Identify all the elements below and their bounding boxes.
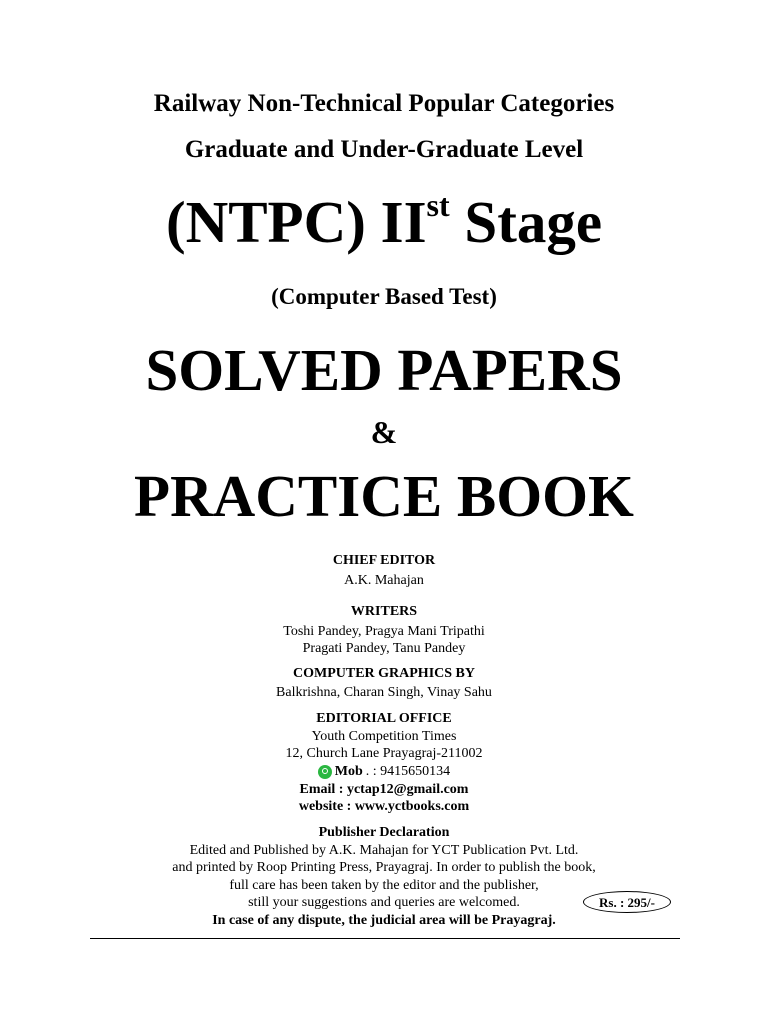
declaration-line-1: Edited and Published by A.K. Mahajan for YCT Publication Pvt. Ltd.	[189, 843, 579, 858]
declaration-line-2: and printed by Roop Printing Press, Prayagraj. In order to publish the book,	[172, 860, 596, 875]
writers-line-1: Toshi Pandey, Pragya Mani Tripathi	[283, 624, 485, 639]
editorial-office-label: EDITORIAL OFFICE	[316, 711, 452, 726]
chief-editor-name: A.K. Mahajan	[344, 573, 424, 588]
writers-line-2: Pragati Pandey, Tanu Pandey	[302, 641, 466, 656]
title-end: Stage	[449, 189, 603, 255]
exam-category: Railway Non-Technical Popular Categories	[153, 90, 615, 117]
chief-editor-label: CHIEF EDITOR	[332, 553, 436, 568]
declaration-line-4: still your suggestions and queries are welcomed.	[248, 895, 520, 910]
solved-papers-heading: SOLVED PAPERS	[145, 337, 623, 403]
exam-level: Graduate and Under-Graduate Level	[184, 136, 584, 163]
book-subtitle: (Computer Based Test)	[271, 284, 497, 309]
title-main: (NTPC) II	[165, 189, 427, 255]
title-superscript: st	[426, 187, 450, 223]
declaration-line-5: In case of any dispute, the judicial area will be Prayagraj.	[212, 913, 556, 928]
office-address: 12, Church Lane Prayagraj-211002	[285, 746, 483, 761]
office-name: Youth Competition Times	[311, 729, 457, 744]
price-badge: Rs. : 295/-	[583, 891, 671, 913]
writers-label: WRITERS	[350, 604, 418, 619]
email-line: Email : yctap12@gmail.com	[299, 782, 469, 797]
graphics-names: Balkrishna, Charan Singh, Vinay Sahu	[276, 685, 492, 700]
declaration-line-3: full care has been taken by the editor and the publisher,	[229, 878, 539, 893]
bottom-divider	[90, 938, 680, 939]
practice-book-heading: PRACTICE BOOK	[134, 463, 634, 529]
mobile-number: . : 9415650134	[365, 764, 451, 779]
declaration-label: Publisher Declaration	[318, 825, 450, 840]
ampersand: &	[370, 414, 398, 450]
mobile-label: Mob	[334, 764, 363, 779]
whatsapp-icon	[318, 765, 332, 779]
website-line: website : www.yctbooks.com	[298, 799, 470, 814]
book-title	[0, 188, 768, 257]
graphics-label: COMPUTER GRAPHICS BY	[292, 666, 475, 681]
